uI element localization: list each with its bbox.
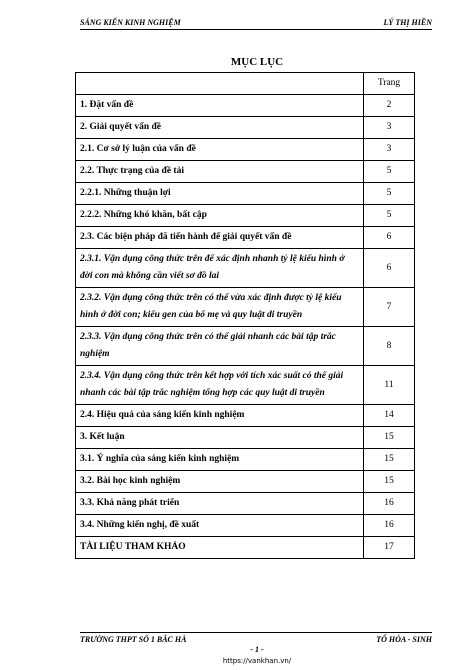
footer-right: TỔ HÓA - SINH <box>376 635 432 644</box>
toc-entry-page: 5 <box>364 183 415 205</box>
toc-entry-label: 2.2.2. Những khó khăn, bất cập <box>76 205 364 227</box>
toc-entry-label: 2.3.1. Vận dụng công thức trên để xác định nhanh tỷ lệ kiểu hình ở đời con mà không cần viết sơ đồ lai <box>76 249 364 288</box>
page-title: MỤC LỤC <box>230 56 284 68</box>
toc-entry-label: 3.1. Ý nghĩa của sáng kiến kinh nghiệm <box>76 449 364 471</box>
toc-row <box>76 366 415 405</box>
toc-entry-label: 2.2.1. Những thuận lợi <box>76 183 364 205</box>
toc-entry-label: 3.2. Bài học kinh nghiệm <box>76 471 364 493</box>
toc-entry-page: 2 <box>364 95 415 117</box>
toc-entry-page: 16 <box>364 493 415 515</box>
toc-entry-page: 3 <box>364 139 415 161</box>
toc-entry-label: 2.3. Các biện pháp đã tiến hành để giải quyết vấn đề <box>76 227 364 249</box>
toc-entry-label: 3.3. Khả năng phát triển <box>76 493 364 515</box>
toc-row <box>76 139 415 161</box>
toc-row <box>76 405 415 427</box>
toc-row <box>76 327 415 366</box>
toc-row <box>76 449 415 471</box>
toc-entry-label: 2.3.2. Vận dụng công thức trên có thể vừa xác định được tỷ lệ kiểu hình ở đời con; kiểu gen của bố mẹ và quy luật di truyền <box>76 288 364 327</box>
toc-row <box>76 205 415 227</box>
toc-row <box>76 537 415 559</box>
toc-entry-page: 5 <box>364 205 415 227</box>
toc-entry-page: 15 <box>364 471 415 493</box>
toc-entry-page: 16 <box>364 515 415 537</box>
toc-entry-label: 3.4. Những kiến nghị, đề xuất <box>76 515 364 537</box>
toc-entry-label: 2.4. Hiệu quả của sáng kiến kinh nghiệm <box>76 405 364 427</box>
toc-header-page: Trang <box>364 73 415 95</box>
toc-entry-page: 8 <box>364 327 415 366</box>
page-header <box>80 18 432 30</box>
toc-row <box>76 249 415 288</box>
toc-header-row <box>76 73 415 95</box>
header-left: SÁNG KIẾN KINH NGHIỆM <box>80 18 181 27</box>
toc-row <box>76 515 415 537</box>
toc-entry-page: 6 <box>364 249 415 288</box>
page-number: - 1 - <box>250 645 264 654</box>
toc-row <box>76 427 415 449</box>
toc-entry-page: 17 <box>364 537 415 559</box>
toc-entry-page: 6 <box>364 227 415 249</box>
toc-row <box>76 493 415 515</box>
header-right: LÝ THỊ HIỀN <box>383 18 432 27</box>
footer-left: TRƯỜNG THPT SỐ 1 BẮC HÀ <box>80 635 187 644</box>
toc-entry-page: 7 <box>364 288 415 327</box>
toc-row <box>76 471 415 493</box>
source-url[interactable]: https://vankhan.vn/ <box>222 657 292 665</box>
toc-header-empty <box>76 73 364 95</box>
toc-entry-page: 15 <box>364 427 415 449</box>
toc-entry-label: 3. Kết luận <box>76 427 364 449</box>
toc-entry-page: 3 <box>364 117 415 139</box>
toc-row <box>76 227 415 249</box>
toc-entry-label: 2.3.3. Vận dụng công thức trên có thể giải nhanh các bài tập trắc nghiệm <box>76 327 364 366</box>
toc-entry-label: 1. Đặt vấn đề <box>76 95 364 117</box>
toc-entry-page: 11 <box>364 366 415 405</box>
toc-row <box>76 288 415 327</box>
toc-entry-label: 2.1. Cơ sở lý luận của vấn đề <box>76 139 364 161</box>
toc-entry-page: 15 <box>364 449 415 471</box>
toc-table <box>75 72 415 559</box>
toc-row <box>76 117 415 139</box>
toc-row <box>76 161 415 183</box>
toc-row <box>76 95 415 117</box>
toc-entry-label: TÀI LIỆU THAM KHẢO <box>76 537 364 559</box>
toc-entry-label: 2. Giải quyết vấn đề <box>76 117 364 139</box>
toc-entry-page: 5 <box>364 161 415 183</box>
toc-entry-label: 2.3.4. Vận dụng công thức trên kết hợp với tích xác suất có thể giải nhanh các bài tập trắc nghiệm tổng hợp các quy luật di truyền <box>76 366 364 405</box>
toc-entry-label: 2.2. Thực trạng của đề tài <box>76 161 364 183</box>
toc-entry-page: 14 <box>364 405 415 427</box>
page-footer <box>80 632 432 644</box>
toc-row <box>76 183 415 205</box>
